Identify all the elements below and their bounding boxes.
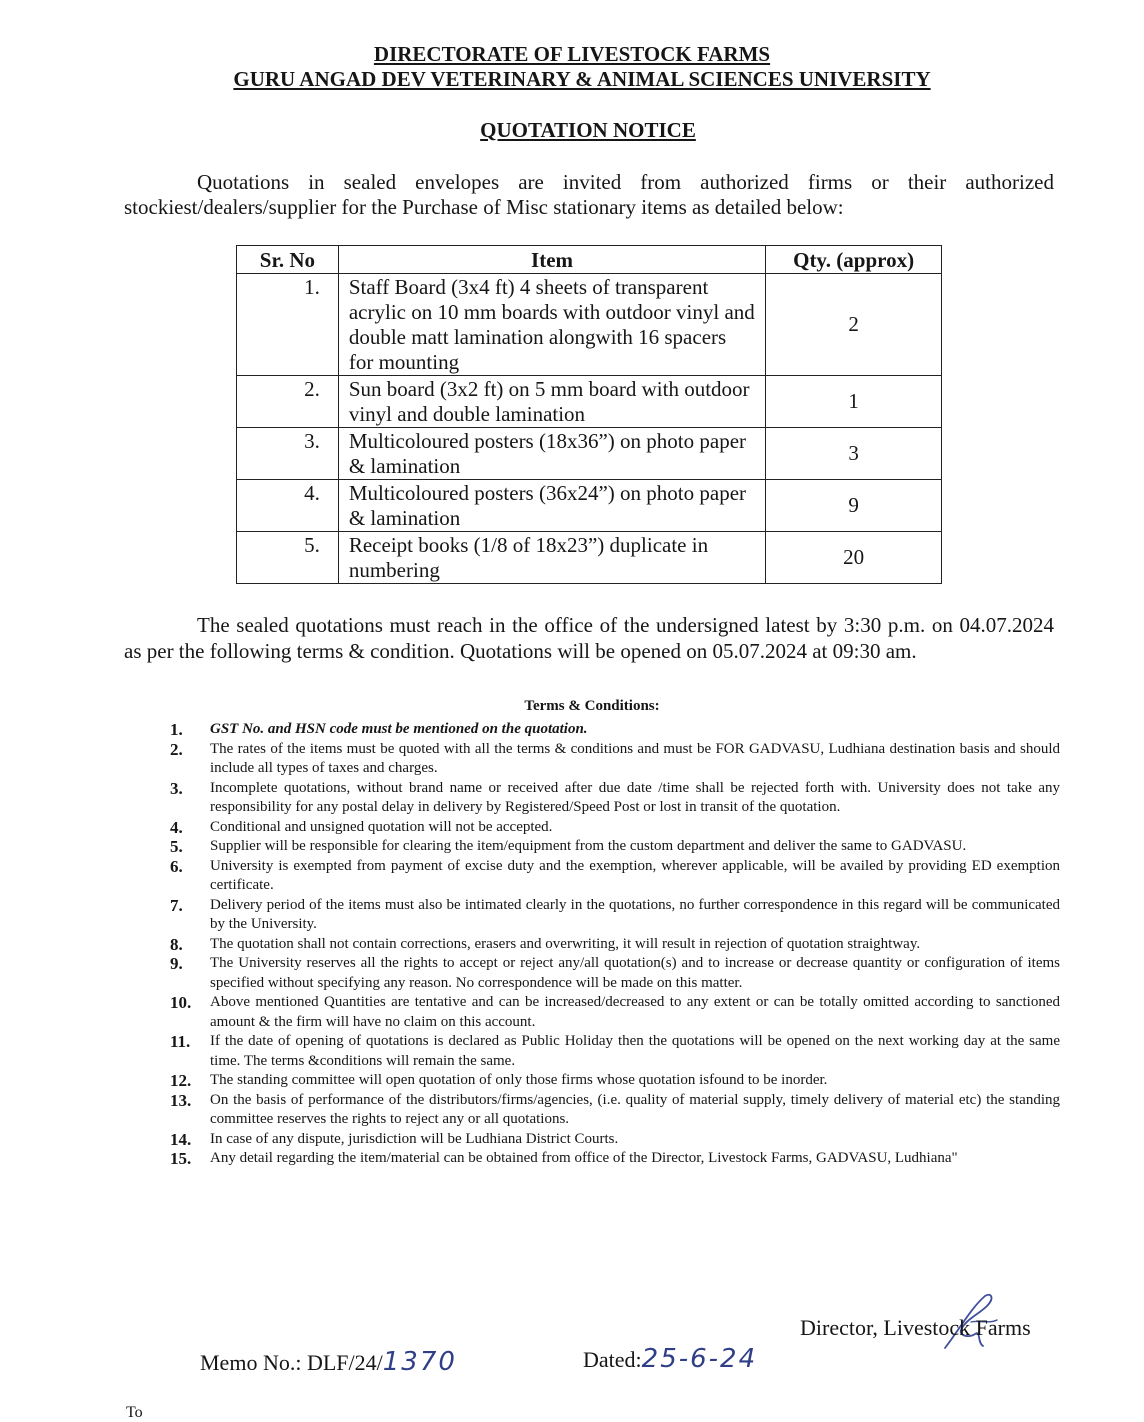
list-item bbox=[160, 1130, 1060, 1150]
list-item bbox=[160, 818, 1060, 838]
term-number: 2. bbox=[170, 739, 183, 759]
term-number: 9. bbox=[170, 954, 183, 973]
term-text: Conditional and unsigned quotation will not be accepted. bbox=[210, 818, 553, 835]
term-number: 5. bbox=[170, 837, 183, 856]
intro-paragraph bbox=[124, 170, 1054, 220]
table-row bbox=[237, 428, 942, 480]
term-text: Incomplete quotations, without brand name or received after due date /time shall be rejected forth with. University does not take any responsibility for any postal delay in delivery by Registered/Speed Post or lost in transit of the quotation. bbox=[210, 779, 1060, 815]
row-qty: 20 bbox=[766, 532, 942, 584]
list-item bbox=[160, 993, 1060, 1032]
directorate-heading: DIRECTORATE OF LIVESTOCK FARMS bbox=[373, 42, 771, 66]
term-number: 4. bbox=[170, 817, 183, 837]
term-number: 7. bbox=[170, 895, 183, 915]
list-item bbox=[160, 857, 1060, 896]
list-item bbox=[160, 1032, 1060, 1071]
col-header-sr-no: Sr. No bbox=[237, 246, 339, 274]
row-sr: 3. bbox=[237, 428, 339, 480]
term-number: 11. bbox=[170, 1032, 191, 1051]
term-text: In case of any dispute, jurisdiction will be Ludhiana District Courts. bbox=[210, 1130, 619, 1147]
term-text: Supplier will be responsible for clearing the item/equipment from the custom department and deliver the same to GADVASU. bbox=[210, 838, 967, 854]
table-row bbox=[237, 274, 942, 376]
row-sr: 2. bbox=[237, 376, 339, 428]
list-item bbox=[160, 1071, 1060, 1091]
term-text: Any detail regarding the item/material can be obtained from office of the Director, Livestock Farms, GADVASU, Ludhiana" bbox=[210, 1150, 958, 1166]
row-item: Staff Board (3x4 ft) 4 sheets of transparent acrylic on 10 mm boards with outdoor vinyl and double matt lamination alongwith 16 spacers for mounting bbox=[338, 274, 765, 376]
list-item bbox=[160, 720, 1060, 740]
dated bbox=[583, 1344, 757, 1374]
row-sr: 4. bbox=[237, 480, 339, 532]
notice-title: QUOTATION NOTICE bbox=[480, 118, 696, 142]
row-item: Multicoloured posters (36x24”) on photo paper & lamination bbox=[338, 480, 765, 532]
table-header-row bbox=[237, 246, 942, 274]
list-item bbox=[160, 1091, 1060, 1130]
table-row bbox=[237, 376, 942, 428]
row-item: Receipt books (1/8 of 18x23”) duplicate in numbering bbox=[338, 532, 765, 584]
term-number: 3. bbox=[170, 778, 183, 798]
row-item: Multicoloured posters (18x36”) on photo paper & lamination bbox=[338, 428, 765, 480]
col-header-qty: Qty. (approx) bbox=[766, 246, 942, 274]
intro-text: Quotations in sealed envelopes are invited from authorized firms or their authorized stockiest/dealers/supplier for the Purchase of Misc stationary items as detailed below: bbox=[124, 170, 1054, 219]
terms-list bbox=[160, 720, 1060, 1169]
term-text: GST No. and HSN code must be mentioned on the quotation. bbox=[210, 721, 588, 737]
closing-paragraph bbox=[124, 612, 1054, 664]
term-text: Above mentioned Quantities are tentative and can be increased/decreased to any extent or can be totally omitted according to sanctioned amount & the firm will have no claim on this account. bbox=[210, 994, 1060, 1030]
term-text: The University reserves all the rights to accept or reject any/all quotation(s) and to increase or decrease quantity or configuration of items specified without specifying any reason. No correspondence will be made on this matter. bbox=[210, 955, 1060, 991]
term-number: 10. bbox=[170, 993, 192, 1012]
closing-text: The sealed quotations must reach in the office of the undersigned latest by 3:30 p.m. on 04.07.2024 as per the following terms & condition. Quotations will be opened on 05.07.2024 at 09:30 am. bbox=[124, 613, 1054, 663]
row-qty: 3 bbox=[766, 428, 942, 480]
term-number: 6. bbox=[170, 856, 183, 876]
list-item bbox=[160, 896, 1060, 935]
term-text: Delivery period of the items must also be intimated clearly in the quotations, no further correspondence in this regard will be communicated by the University. bbox=[210, 896, 1060, 932]
list-item bbox=[160, 837, 1060, 857]
term-text: The rates of the items must be quoted with all the terms & conditions and must be FOR GADVASU, Ludhiana destination basis and should include all types of taxes and charges. bbox=[210, 740, 1060, 776]
row-qty: 1 bbox=[766, 376, 942, 428]
table-row bbox=[237, 480, 942, 532]
bottom-fragment: To bbox=[126, 1404, 143, 1421]
term-number: 1. bbox=[170, 720, 183, 739]
term-text: On the basis of performance of the distributors/firms/agencies, (i.e. quality of material supply, timely delivery of material etc) the standing committee reserves the rights to reject any or all quotations. bbox=[210, 1091, 1060, 1127]
term-text: If the date of opening of quotations is declared as Public Holiday then the quotations will be opened on the next working day at the same time. The terms &conditions will remain the same. bbox=[210, 1033, 1060, 1069]
col-header-item: Item bbox=[338, 246, 765, 274]
dated-handwritten-value: 25-6-24 bbox=[641, 1344, 758, 1374]
row-item: Sun board (3x2 ft) on 5 mm board with outdoor vinyl and double lamination bbox=[338, 376, 765, 428]
dated-label: Dated: bbox=[583, 1347, 642, 1372]
row-sr: 5. bbox=[237, 532, 339, 584]
list-item bbox=[160, 740, 1060, 779]
term-number: 14. bbox=[170, 1129, 192, 1149]
list-item bbox=[160, 1149, 1060, 1169]
items-table bbox=[236, 245, 942, 584]
list-item bbox=[160, 779, 1060, 818]
row-sr: 1. bbox=[237, 274, 339, 376]
memo-label: Memo No.: DLF/24/ bbox=[200, 1350, 383, 1375]
term-number: 12. bbox=[170, 1071, 192, 1090]
row-qty: 9 bbox=[766, 480, 942, 532]
terms-heading: Terms & Conditions: bbox=[524, 698, 660, 714]
table-row bbox=[237, 532, 942, 584]
term-text: The standing committee will open quotation of only those firms whose quotation isfound to be inorder. bbox=[210, 1072, 828, 1088]
term-text: University is exempted from payment of excise duty and the exemption, wherever applicable, will be availed by providing ED exemption certificate. bbox=[210, 857, 1060, 893]
term-number: 13. bbox=[170, 1090, 192, 1110]
memo-handwritten-number: 1370 bbox=[382, 1347, 457, 1377]
list-item bbox=[160, 935, 1060, 955]
university-heading: GURU ANGAD DEV VETERINARY & ANIMAL SCIENCES UNIVERSITY bbox=[233, 67, 931, 91]
term-number: 15. bbox=[170, 1149, 192, 1168]
list-item bbox=[160, 954, 1060, 993]
term-number: 8. bbox=[170, 934, 183, 954]
row-qty: 2 bbox=[766, 274, 942, 376]
memo-number bbox=[200, 1347, 457, 1377]
signatory: Director, Livestock Farms bbox=[800, 1315, 1031, 1340]
term-text: The quotation shall not contain corrections, erasers and overwriting, it will result in rejection of quotation straightway. bbox=[210, 935, 921, 952]
